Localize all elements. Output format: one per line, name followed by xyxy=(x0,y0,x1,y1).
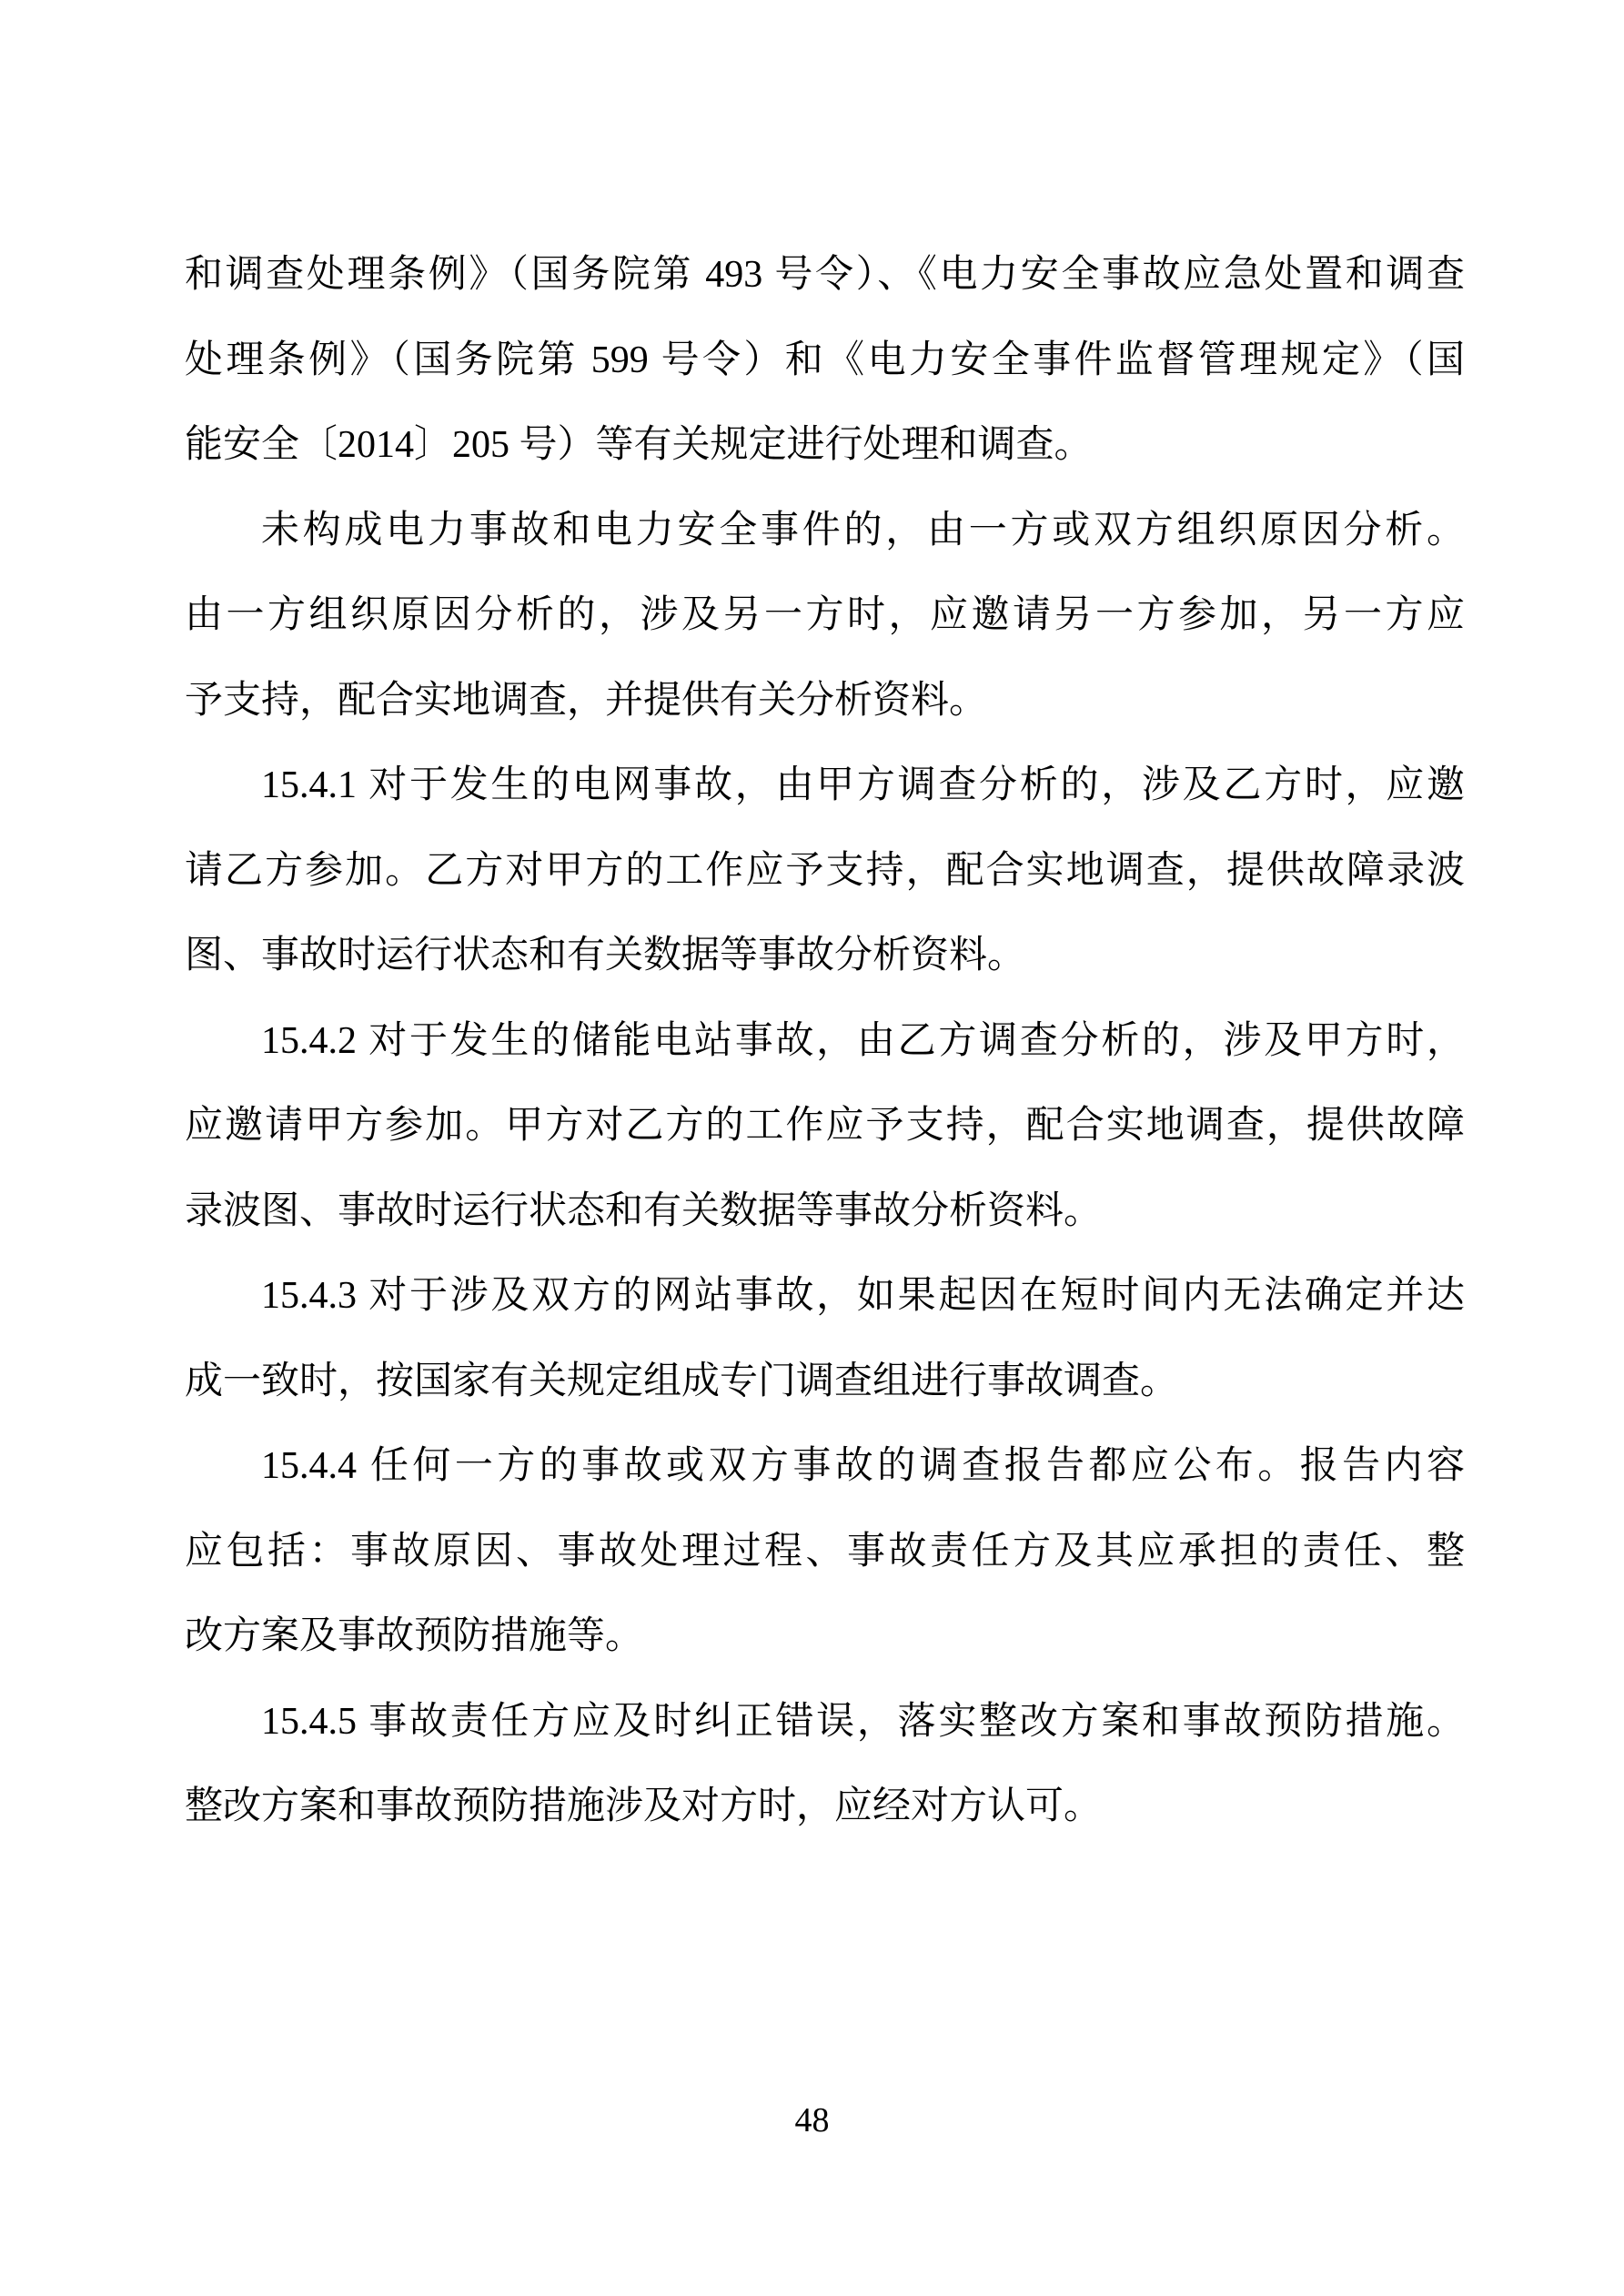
text-line: 未构成电力事故和电力安全事件的，由一方或双方组织原因分析。 xyxy=(261,509,1465,551)
text-line: 15.4.5 事故责任方应及时纠正错误，落实整改方案和事故预防措施。 xyxy=(261,1700,1465,1743)
text-line: 图、事故时运行状态和有关数据等事故分析资料。 xyxy=(185,935,1026,976)
paragraph xyxy=(185,1680,1465,1850)
text-line: 15.4.1 对于发生的电网事故，由甲方调查分析的，涉及乙方时，应邀 xyxy=(261,764,1465,806)
paragraph xyxy=(185,1254,1465,1424)
text-line: 录波图、事故时运行状态和有关数据等事故分析资料。 xyxy=(185,1189,1103,1232)
text-line: 15.4.2 对于发生的储能电站事故，由乙方调查分析的，涉及甲方时， xyxy=(261,1019,1465,1062)
text-line: 能安全〔2014〕205 号）等有关规定进行处理和调查。 xyxy=(185,424,1093,466)
text-line: 和调查处理条例》（国务院第 493 号令）、《电力安全事故应急处置和调查 xyxy=(185,254,1465,296)
paragraph xyxy=(185,1424,1465,1680)
text-line: 由一方组织原因分析的，涉及另一方时，应邀请另一方参加，另一方应 xyxy=(185,594,1465,636)
text-line: 请乙方参加。乙方对甲方的工作应予支持，配合实地调查，提供故障录波 xyxy=(185,849,1465,892)
page-number: 48 xyxy=(794,2101,830,2139)
text-line: 处理条例》（国务院第 599 号令）和《电力安全事件监督管理规定》（国 xyxy=(185,339,1465,381)
paragraph xyxy=(185,743,1465,999)
text-line: 应邀请甲方参加。甲方对乙方的工作应予支持，配合实地调查，提供故障 xyxy=(185,1105,1465,1147)
text-line: 15.4.4 任何一方的事故或双方事故的调查报告都应公布。报告内容 xyxy=(261,1445,1465,1487)
text-line: 成一致时，按国家有关规定组成专门调查组进行事故调查。 xyxy=(185,1360,1179,1402)
paragraph xyxy=(185,999,1465,1255)
paragraph xyxy=(185,233,1465,489)
text-line: 15.4.3 对于涉及双方的网站事故，如果起因在短时间内无法确定并达 xyxy=(261,1275,1465,1317)
paragraph xyxy=(185,489,1465,744)
text-line: 整改方案和事故预防措施涉及对方时，应经对方认可。 xyxy=(185,1785,1103,1827)
text-line: 改方案及事故预防措施等。 xyxy=(185,1615,644,1657)
text-block xyxy=(185,233,1465,1850)
text-line: 予支持，配合实地调查，并提供有关分析资料。 xyxy=(185,679,988,722)
text-line: 应包括：事故原因、事故处理过程、事故责任方及其应承担的责任、整 xyxy=(185,1530,1465,1573)
